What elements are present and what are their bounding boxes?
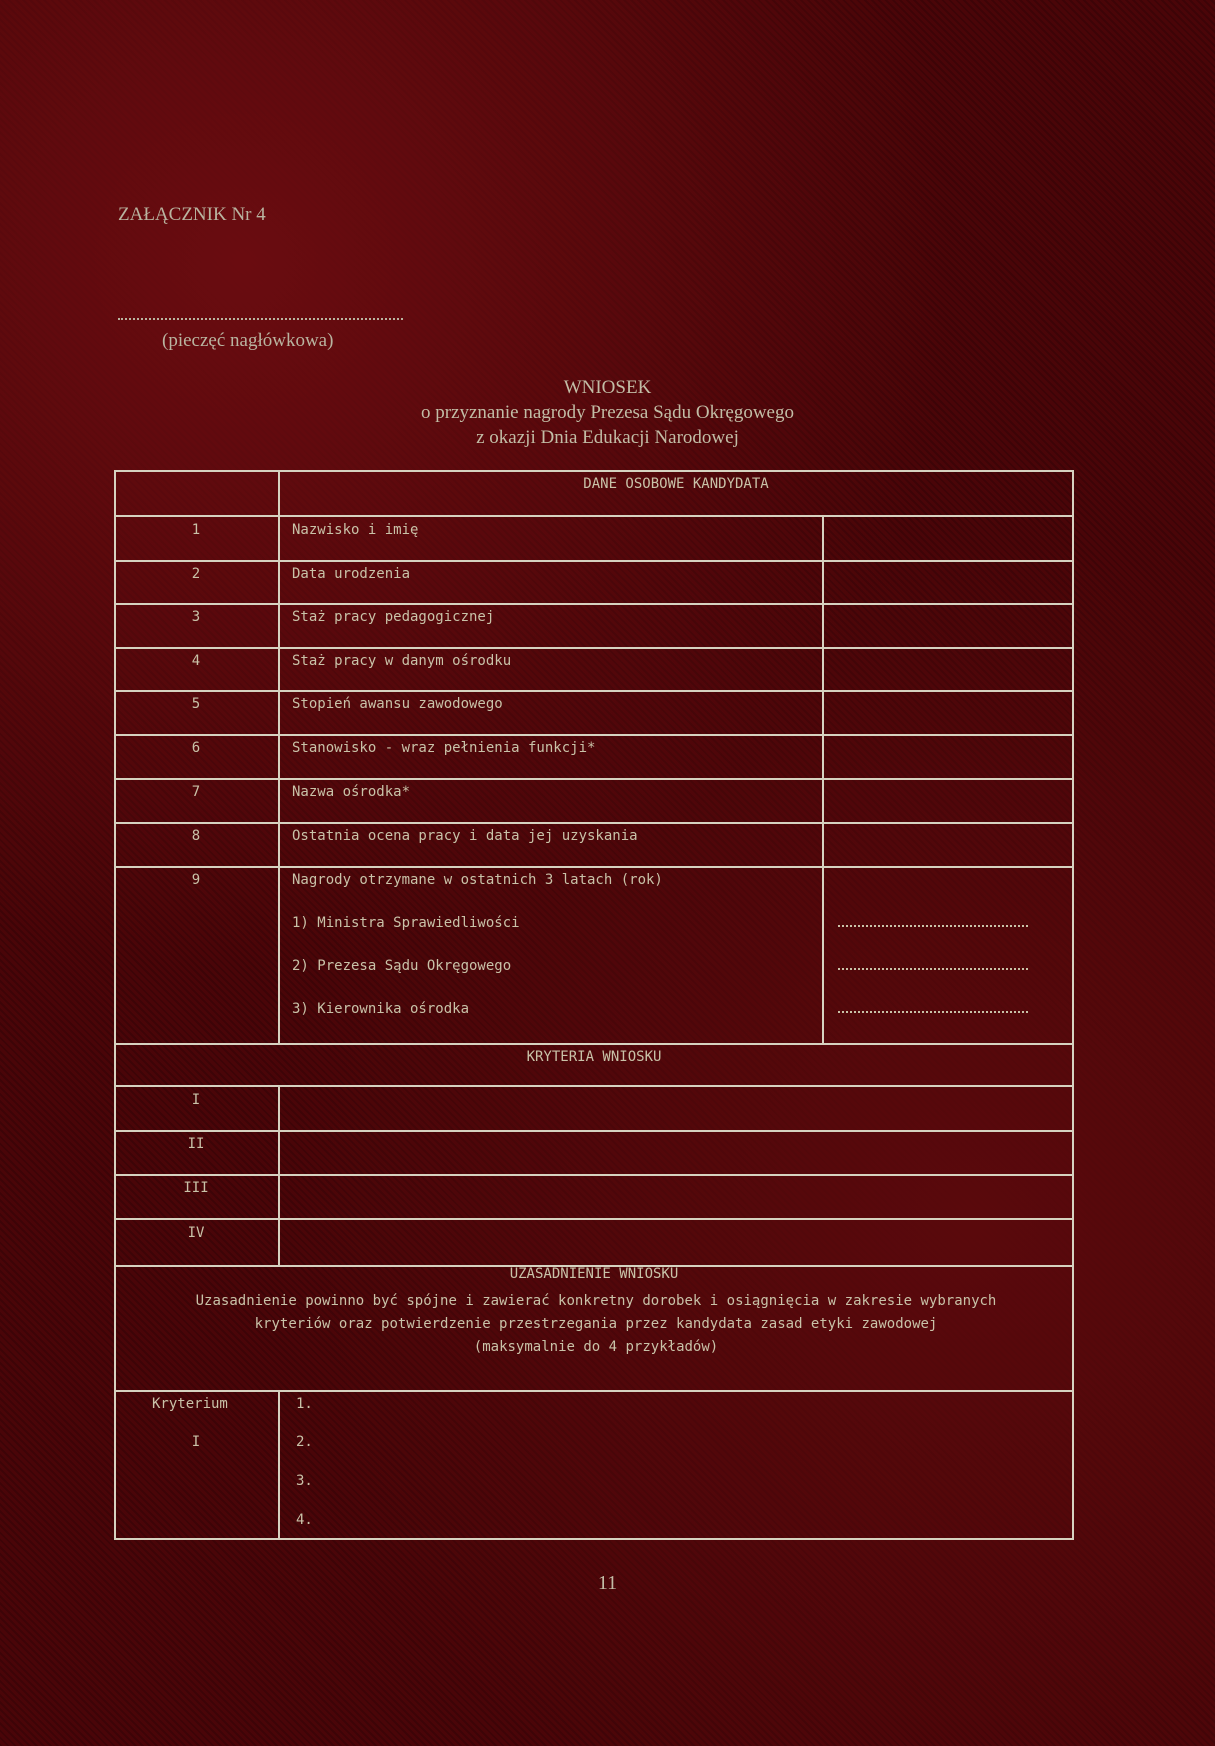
- row-line: [114, 1130, 1074, 1132]
- criteria-number: I: [191, 1092, 201, 1108]
- page-number: 11: [597, 1572, 618, 1594]
- award-head: 3) Kierownika ośrodka: [292, 1001, 470, 1017]
- row-number: 6: [191, 740, 201, 756]
- row-label-awards: Nagrody otrzymane w ostatnich 3 latach (rok): [292, 872, 663, 888]
- award-head-field[interactable]: [838, 1011, 1028, 1013]
- row-line: [114, 690, 1074, 692]
- row-label-center-name: Nazwa ośrodka*: [292, 784, 411, 800]
- row-line: [114, 1043, 1074, 1045]
- award-minister: 1) Ministra Sprawiedliwości: [292, 915, 520, 931]
- row-number: 3: [191, 609, 201, 625]
- justification-item[interactable]: 2.: [296, 1434, 313, 1450]
- row-number: 8: [191, 828, 201, 844]
- section-heading-candidate: DANE OSOBOWE KANDYDATA: [583, 476, 769, 492]
- row-line: [114, 603, 1074, 605]
- row-line: [114, 647, 1074, 649]
- table-border-left: [114, 470, 116, 1540]
- row-line: [114, 866, 1074, 868]
- justification-line-3: (maksymalnie do 4 przykładów): [473, 1339, 719, 1355]
- document-title: [0, 375, 1215, 450]
- criteria-number: III: [183, 1180, 209, 1196]
- num-col-divider: [278, 470, 280, 1043]
- award-president-field[interactable]: [838, 968, 1028, 970]
- row-number: 5: [191, 696, 201, 712]
- row-label-name: Nazwisko i imię: [292, 522, 419, 538]
- section-heading-justification: UZASADNIENIE WNIOSKU: [509, 1266, 679, 1282]
- row-label-promotion-level: Stopień awansu zawodowego: [292, 696, 503, 712]
- row-line: [114, 515, 1074, 517]
- row-label-last-evaluation: Ostatnia ocena pracy i data jej uzyskania: [292, 828, 638, 844]
- justification-line-1: Uzasadnienie powinno być spójne i zawierać konkretny dorobek i osiągnięcia w zakresie wybranych: [195, 1293, 997, 1309]
- title-line-3: z okazji Dnia Edukacji Narodowej: [476, 427, 739, 448]
- row-line: [114, 560, 1074, 562]
- table-bottom: [114, 1538, 1074, 1540]
- justification-item[interactable]: 4.: [296, 1512, 313, 1528]
- row-line: [114, 1174, 1074, 1176]
- row-label-teaching-seniority: Staż pracy pedagogicznej: [292, 609, 495, 625]
- row-number: 1: [191, 522, 201, 538]
- row-line: [114, 822, 1074, 824]
- row-line: [114, 778, 1074, 780]
- row-label-position: Stanowisko - wraz pełnienia funkcji*: [292, 740, 596, 756]
- criterion-label: Kryterium: [152, 1396, 228, 1412]
- row-number: 9: [191, 872, 201, 888]
- row-label-birthdate: Data urodzenia: [292, 566, 411, 582]
- stamp-dotted-line: [118, 318, 403, 320]
- justification-line-2: kryteriów oraz potwierdzenie przestrzegania przez kandydata zasad etyki zawodowej: [254, 1316, 938, 1332]
- row-label-center-seniority: Staż pracy w danym ośrodku: [292, 653, 512, 669]
- row-number: 7: [191, 784, 201, 800]
- row-line: [114, 1218, 1074, 1220]
- row-line: [114, 1085, 1074, 1087]
- row-number: 4: [191, 653, 201, 669]
- row-number: 2: [191, 566, 201, 582]
- table-border-right: [1072, 470, 1074, 1540]
- justification-item[interactable]: 1.: [296, 1396, 313, 1412]
- stamp-label: (pieczęć nagłówkowa): [162, 330, 334, 351]
- title-line-2: o przyznanie nagrody Prezesa Sądu Okręgowego: [420, 402, 794, 423]
- section-heading-criteria: KRYTERIA WNIOSKU: [526, 1049, 662, 1065]
- justification-instructions: [116, 1290, 1076, 1359]
- criterion-value: I: [191, 1434, 201, 1450]
- table-top: [114, 470, 1074, 472]
- award-president: 2) Prezesa Sądu Okręgowego: [292, 958, 512, 974]
- criteria-number: II: [187, 1136, 205, 1152]
- row-line: [114, 734, 1074, 736]
- num-col-divider-3: [278, 1390, 280, 1540]
- award-minister-field[interactable]: [838, 925, 1028, 927]
- title-line-1: WNIOSEK: [563, 377, 652, 398]
- attachment-label: ZAŁĄCZNIK Nr 4: [118, 204, 266, 225]
- justification-item[interactable]: 3.: [296, 1473, 313, 1489]
- criteria-number: IV: [187, 1225, 205, 1241]
- row-line: [114, 1390, 1074, 1392]
